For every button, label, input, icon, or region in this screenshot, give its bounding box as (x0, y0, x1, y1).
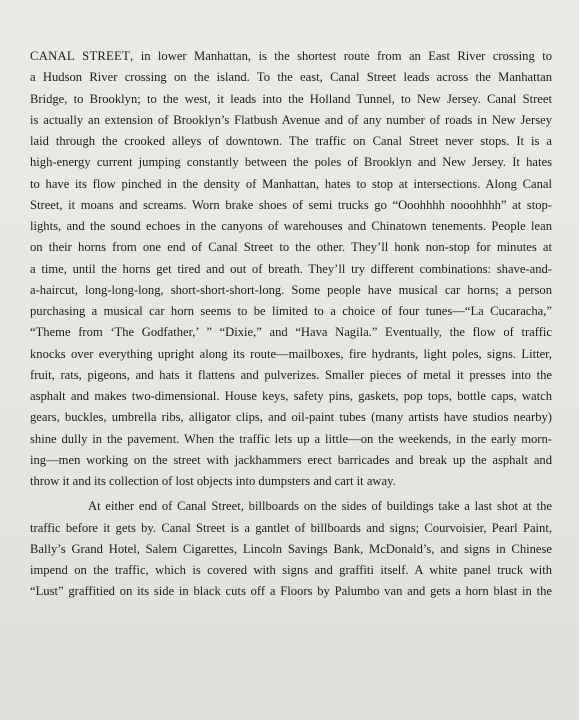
text-line: a-haircut, long-long-long, short-short-short-long. Some people have musical car horns; a person (30, 282, 552, 297)
text-line: Bally’s Grand Hotel, Salem Cigarettes, Lincoln Savings Bank, McDonald’s, and signs in Chinese (30, 541, 552, 556)
text-line: high-energy current jumping constantly between the poles of Brooklyn and New Jersey. It hates (30, 155, 552, 170)
body-text (30, 46, 552, 603)
text-line: traffic before it gets by. Canal Street is a gantlet of billboards and signs; Courvoisier, Pearl Paint, (30, 520, 552, 535)
text-line: CANAL STREET, in lower Manhattan, is the shortest route from an East River crossing to (30, 49, 552, 63)
text-line: At either end of Canal Street, billboards on the sides of buildings take a last shot at the (88, 499, 552, 514)
text-line: shine dully in the pavement. When the traffic lets up a little—on the weekends, in the early morn- (30, 431, 552, 446)
text-line: fruit, rats, pigeons, and hats it flattens and pulverizes. Smaller pieces of metal it presses into the (30, 367, 552, 382)
text-line: purchasing a musical car horn seems to be limited to a choice of four tunes—“La Cucaracha,” (30, 304, 552, 318)
text-line: ing—men working on the street with jackhammers erect barricades and break up the asphalt and (30, 452, 552, 467)
text-line: gears, buckles, umbrella ribs, alligator clips, and oil-paint tubes (many artists have studios nearby) (30, 410, 552, 425)
text-line: throw it and its collection of lost objects into dumpsters and cart it away. (30, 474, 396, 488)
text-line: lights, and the sound echoes in the canyons of warehouses and Chinatown tenements. People lean (30, 219, 552, 233)
text-line: asphalt and makes two-dimensional. House keys, safety pins, gaskets, pop tops, bottle caps, watch (30, 389, 552, 403)
text-line: knocks over everything upright along its route—mailboxes, fire hydrants, light poles, signs. Litter, (30, 346, 552, 361)
text-line: impend on the traffic, which is covered with signs and graffiti itself. A white panel truck with (30, 563, 552, 577)
text-line: “Theme from ‘The Godfather,’ ” “Dixie,” and “Hava Nagila.” Eventually, the flow of traffic (30, 325, 552, 340)
text-line: to have its flow pinched in the density of Manhattan, hates to stop at intersections. Along Canal (30, 176, 552, 191)
text-line: is actually an extension of Brooklyn’s Flatbush Avenue and of any number of roads in New Jersey (30, 112, 552, 127)
paragraph-2 (30, 496, 552, 602)
text-line: “Lust” graffitied on its side in black cuts off a Floors by Palumbo van and gets a horn blast in the (30, 584, 552, 599)
lead-in: CANAL STREET (30, 49, 131, 63)
text-line: a time, until the horns get tired and out of breath. They’ll try different combinations: shave-and- (30, 261, 552, 276)
text-line: a Hudson River crossing on the island. To the east, Canal Street leads across the Manhattan (30, 70, 552, 85)
text-line: laid through the crooked alleys of downtown. The traffic on Canal Street never stops. It is a (30, 134, 552, 148)
text-line: Bridge, to Brooklyn; to the west, it leads into the Holland Tunnel, to New Jersey. Canal Street (30, 91, 552, 106)
text-line: Street, it moans and screams. Worn brake shoes of semi trucks go “Ooohhhh nooohhhh” at stop- (30, 197, 552, 212)
text-line: on their horns from one end of Canal Street to the other. They’ll honk non-stop for minutes at (30, 240, 552, 255)
paragraph-1 (30, 46, 552, 492)
